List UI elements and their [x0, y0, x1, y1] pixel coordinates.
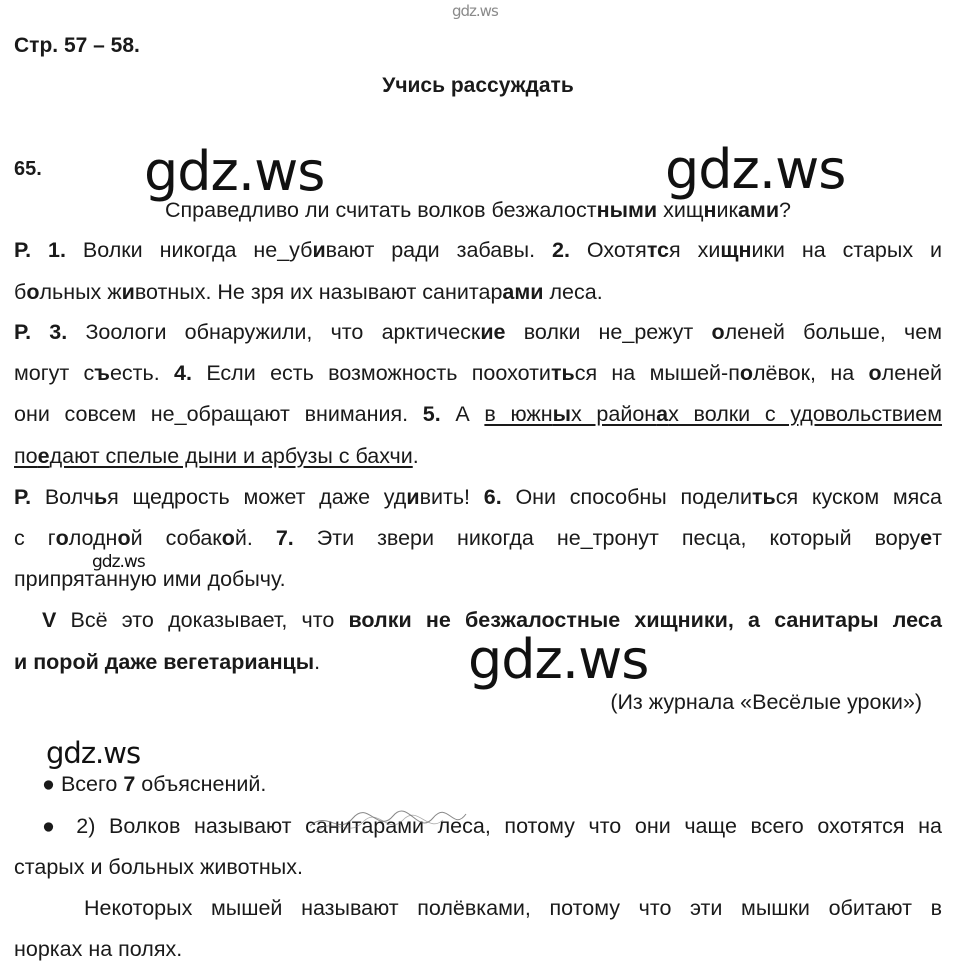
text-line-3: Р. 3. Зоологи обнаружили, что арктические волки не_режут оленей больше, чем [14, 320, 942, 344]
watermark-top: gdz.ws [452, 2, 498, 20]
text-line-8: с голодной собакой. 7. Эти звери никогда не_тронут песца, который ворует [14, 526, 942, 550]
watermark-mid-left: gdz.ws [46, 736, 141, 770]
text-line-6: поедают спелые дыни и арбузы с бахчи. [14, 444, 419, 468]
answer-paragraph-line-1: Некоторых мышей называют полёвками, потому что эти мышки обитают в [84, 896, 942, 920]
text-line-4: могут съесть. 4. Если есть возможность поохотиться на мышей-полёвок, на оленей [14, 361, 943, 385]
answer-bullet-1: ● Всего 7 объяснений. [42, 772, 267, 796]
text-line-11: и порой даже вегетарианцы. [14, 650, 321, 674]
answer-paragraph-line-2: норках на полях. [14, 937, 183, 961]
section-title: Учись рассуждать [382, 74, 574, 97]
text-line-9: припрятанную ими добычу. [14, 567, 286, 591]
text-line-10: V Всё это доказывает, что волки не безжалостные хищники, а санитары леса [42, 608, 942, 632]
answer-bullet-2-cont: старых и больных животных. [14, 855, 303, 879]
watermark-big-center: gdz.ws [468, 628, 649, 691]
watermark-big-right: gdz.ws [665, 138, 846, 201]
text-line-7: Р. Волчья щедрость может даже удивить! 6. Они способны поделиться куском мяса [14, 485, 943, 509]
scribble-mark [308, 806, 468, 840]
exercise-number: 65. [14, 158, 42, 180]
text-line-1: Р. 1. Волки никогда не_убивают ради забавы. 2. Охотятся хищники на старых и [14, 238, 942, 262]
text-line-5: они совсем не_обращают внимания. 5. А в южных районах волки с удовольствием [14, 402, 942, 426]
answer-bullet-2: ● 2) Волков называют санитарами леса, потому что они чаще всего охотятся на [42, 814, 942, 838]
page-reference: Стр. 57 – 58. [14, 34, 140, 57]
source-citation: (Из журнала «Весёлые уроки») [610, 690, 922, 714]
watermark-big-left: gdz.ws [144, 140, 325, 203]
watermark-small-inline: gdz.ws [92, 552, 145, 572]
exercise-question: Справедливо ли считать волков безжалостными хищниками? [164, 198, 792, 222]
text-line-2: больных животных. Не зря их называют санитарами леса. [14, 280, 603, 304]
